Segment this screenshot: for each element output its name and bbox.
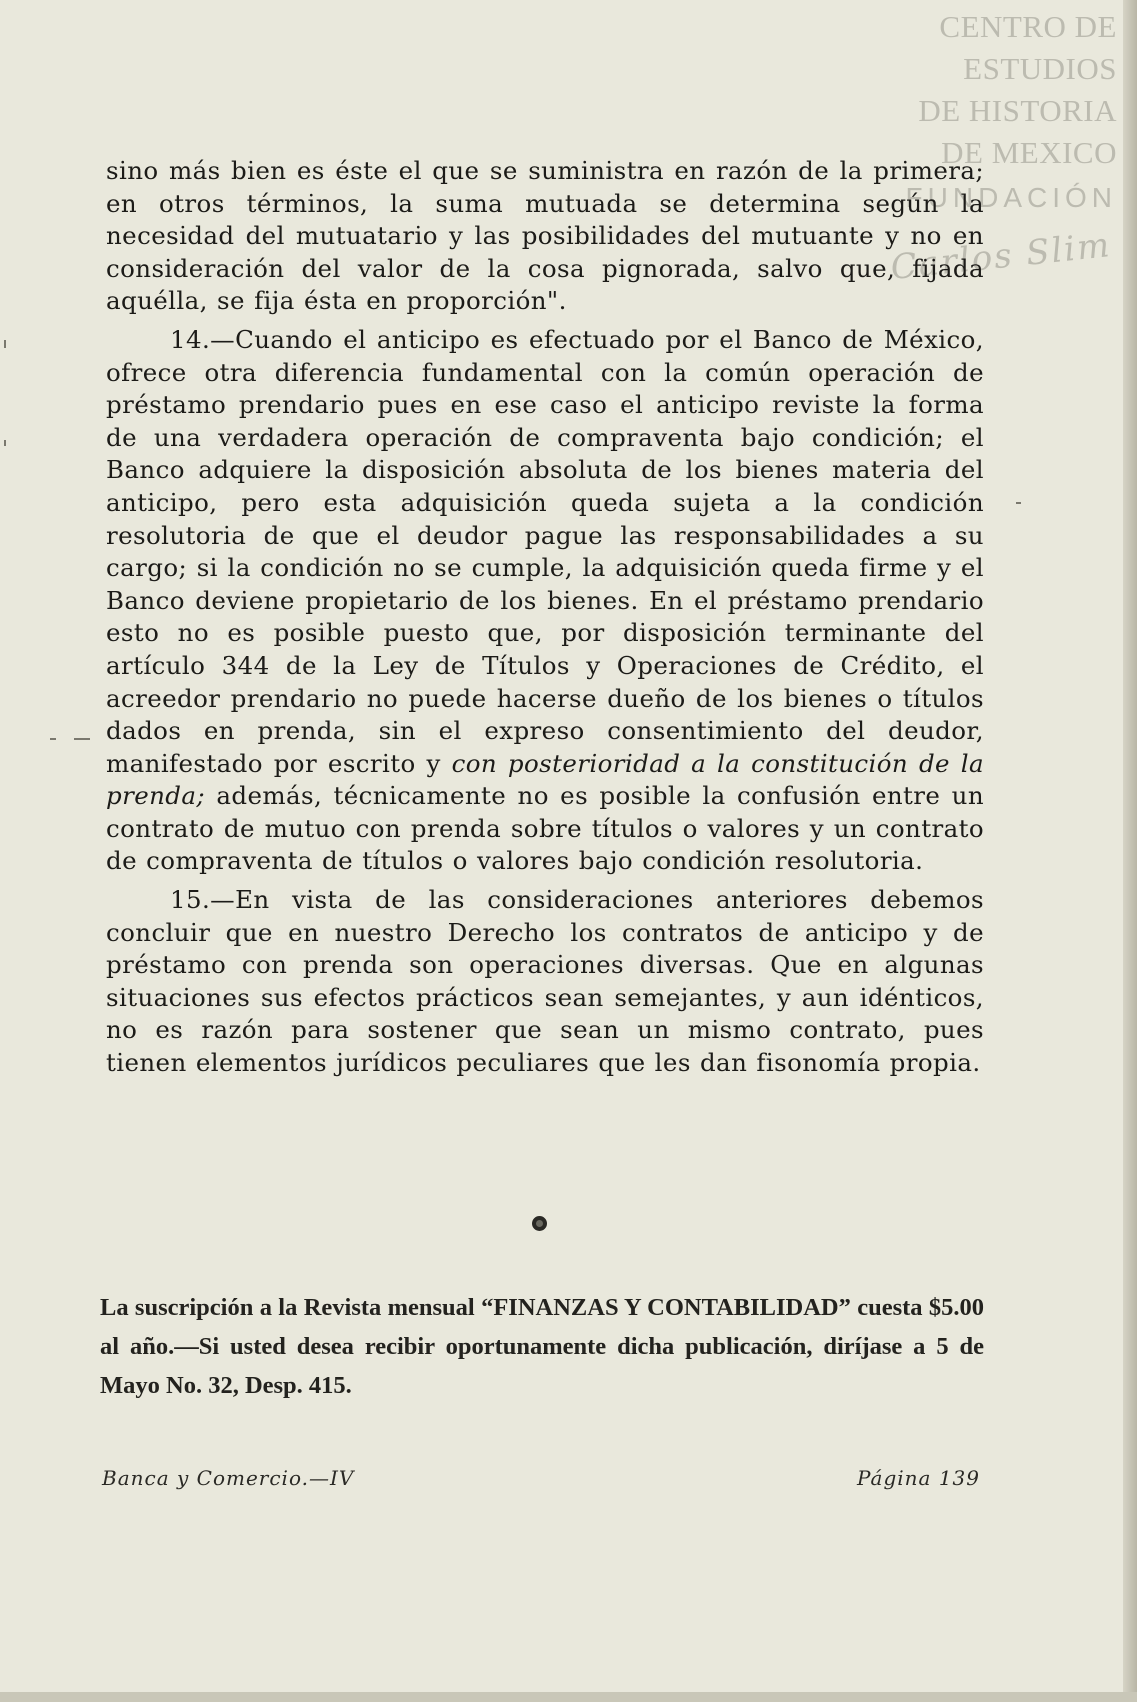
paragraph-15: 15.—En vista de las consideraciones anteriores debemos concluir que en nuestro Derecho los contratos de anticipo y de préstamo con prenda son operaciones diversas. Que en algunas situaciones sus efectos prácticos sean semejantes, y aun idénticos, no es razón para sostener que sean un mismo contrato, pues tienen elementos jurídicos peculiares que les dan fisonomía propia. [106,885,984,1078]
paragraph-14-text-end: además, técnicamente no es posible la confusión entre un contrato de mutuo con prenda sobre títulos o valores y un contrato de compraventa de títulos o valores bajo condición resolutoria. [106,781,984,876]
scan-speck [4,440,6,446]
scan-speck [74,738,90,740]
page-edge [1123,0,1137,1702]
watermark-foundation: FUNDACIÓN [905,182,1117,213]
paragraph-14 [106,324,984,878]
watermark-line: CENTRO DE [939,9,1117,44]
section-ornament [532,1216,547,1231]
subscription-notice: La suscripción a la Revista mensual “FINANZAS Y CONTABILIDAD” cuesta $5.00 al año.—Si usted desea recibir oportunamente dicha publicación, diríjase a 5 de Mayo No. 32, Desp. 415. [100,1294,984,1399]
paragraph-14-emphasis: con posterioridad a la constitución de la prenda; [106,748,985,811]
paragraph-14-text: 14.—Cuando el anticipo es efectuado por el Banco de México, ofrece otra diferencia fundamental con la común operación de préstamo prendario pues en ese caso el anticipo reviste la forma de una verdadera operación de compraventa bajo condición; el Banco adquiere la disposición absoluta de los bienes materia del anticipo, pero esta adquisición queda sujeta a la condición resolutoria de que el deudor pague las responsabilidades a su cargo; si la condición no se cumple, la adquisición queda firme y el Banco deviene propietario de los bienes. En el préstamo prendario esto no es posible puesto que, por disposición terminante del artículo 344 de la Ley de Títulos y Operaciones de Crédito, el acreedor prendario no puede hacerse dueño de los bienes o títulos dados en prenda, sin el expreso consentimiento del deudor, manifestado por escrito y [106,324,984,778]
footer-publication: Banca y Comercio.—IV [102,1466,355,1490]
watermark-line: DE HISTORIA [918,93,1117,128]
scan-speck [4,340,6,348]
watermark-signature: Carlos Slim [888,225,1114,289]
article-body [106,155,984,1080]
scan-speck [1016,502,1021,504]
scan-speck [50,738,56,740]
footer-page-number: Página 139 [856,1466,980,1490]
watermark-line: ESTUDIOS [963,51,1117,86]
paragraph-continuation: sino más bien es éste el que se suministra en razón de la primera; en otros términos, la suma mutuada se determina según la necesidad del mutuatario y las posibilidades del mutuante y no en consideración del valor de la cosa pignorada, salvo que, fijada aquélla, se fija ésta en proporción". [106,156,984,316]
page-bottom-shadow [0,1692,1137,1702]
watermark-line: DE MEXICO [941,135,1117,170]
